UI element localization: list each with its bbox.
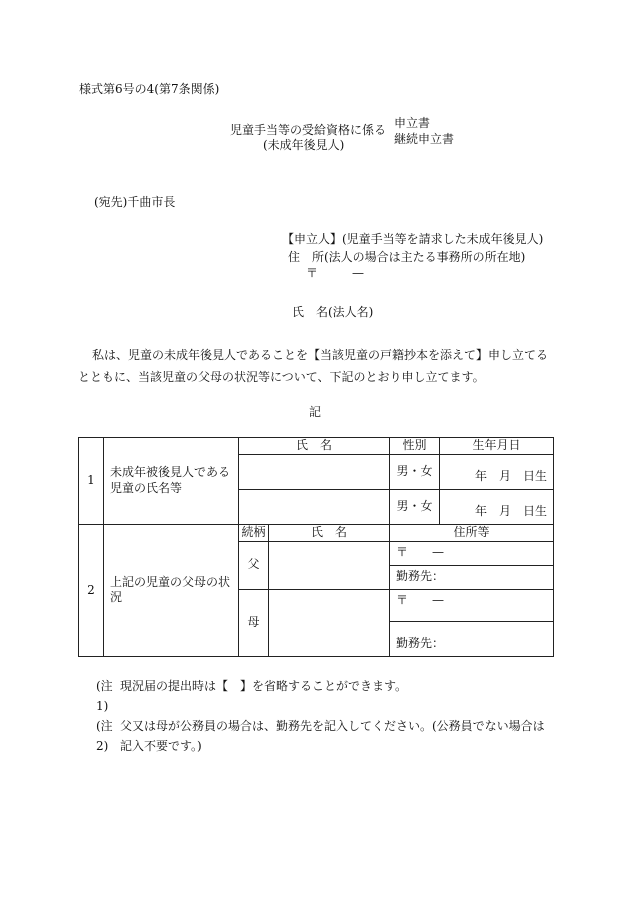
child2-birth-field[interactable] <box>440 490 554 525</box>
father-postal[interactable]: 〒 — <box>390 541 554 565</box>
note-2 <box>96 716 556 756</box>
row2-number: 2 <box>79 525 104 657</box>
header-gender: 性別 <box>390 438 440 455</box>
note-1 <box>96 676 556 716</box>
sub-header-relation: 続柄 <box>239 525 269 542</box>
child1-birth-format: 年 月 日生 <box>475 469 548 484</box>
title-sub: (未成年後見人) <box>263 138 345 152</box>
note-2-number: (注2) <box>96 719 113 753</box>
child1-name-field[interactable] <box>239 455 390 490</box>
child2-gender[interactable]: 男・女 <box>390 490 440 525</box>
father-workplace[interactable]: 勤務先： <box>390 565 554 589</box>
mother-name-field[interactable] <box>269 589 390 656</box>
child2-name-field[interactable] <box>239 490 390 525</box>
child1-gender[interactable]: 男・女 <box>390 455 440 490</box>
header-name: 氏 名 <box>239 438 390 455</box>
note-1-number: (注1) <box>96 679 113 713</box>
title-option-application: 申立書 <box>394 116 431 130</box>
title-main: 児童手当等の受給資格に係る <box>230 123 387 137</box>
form-table <box>78 437 554 657</box>
addressee: (宛先)千曲市長 <box>94 195 176 209</box>
sub-header-name: 氏 名 <box>269 525 390 542</box>
row1-label: 未成年被後見人である児童の氏名等 <box>104 438 239 525</box>
header-birth: 生年月日 <box>440 438 554 455</box>
applicant-heading: 【申立人】(児童手当等を請求した未成年後見人) <box>282 232 544 246</box>
note-2-text: 父又は母が公務員の場合は、勤務先を記入してください。(公務員でない場合は記入不要です。) <box>120 719 545 753</box>
child2-birth-format: 年 月 日生 <box>475 504 548 519</box>
father-relation: 父 <box>239 541 269 589</box>
form-number: 様式第6号の4(第7条関係) <box>79 82 220 96</box>
notes <box>96 676 556 756</box>
row1-number: 1 <box>79 438 104 525</box>
mother-postal[interactable]: 〒 — <box>390 589 554 621</box>
mother-relation: 母 <box>239 589 269 656</box>
ki-mark: 記 <box>309 405 322 419</box>
applicant-address-label: 住 所(法人の場合は主たる事務所の所在地) <box>288 250 526 264</box>
statement: 私は、児童の未成年後見人であることを【当該児童の戸籍抄本を添えて】申し立てるとともに、当該児童の父母の状況等について、下記のとおり申し立てます。 <box>78 348 549 384</box>
postal-dash: — <box>352 266 364 280</box>
mother-workplace[interactable]: 勤務先： <box>390 621 554 656</box>
child1-birth-field[interactable] <box>440 455 554 490</box>
title-option-continuation: 継続申立書 <box>394 132 455 146</box>
father-name-field[interactable] <box>269 541 390 589</box>
postal-mark: 〒 <box>306 266 319 280</box>
row2-label: 上記の児童の父母の状況 <box>104 525 239 657</box>
sub-header-address: 住所等 <box>390 525 554 542</box>
note-1-text: 現況届の提出時は【 】を省略することができます。 <box>120 679 408 693</box>
applicant-name-label: 氏 名(法人名) <box>292 305 374 319</box>
